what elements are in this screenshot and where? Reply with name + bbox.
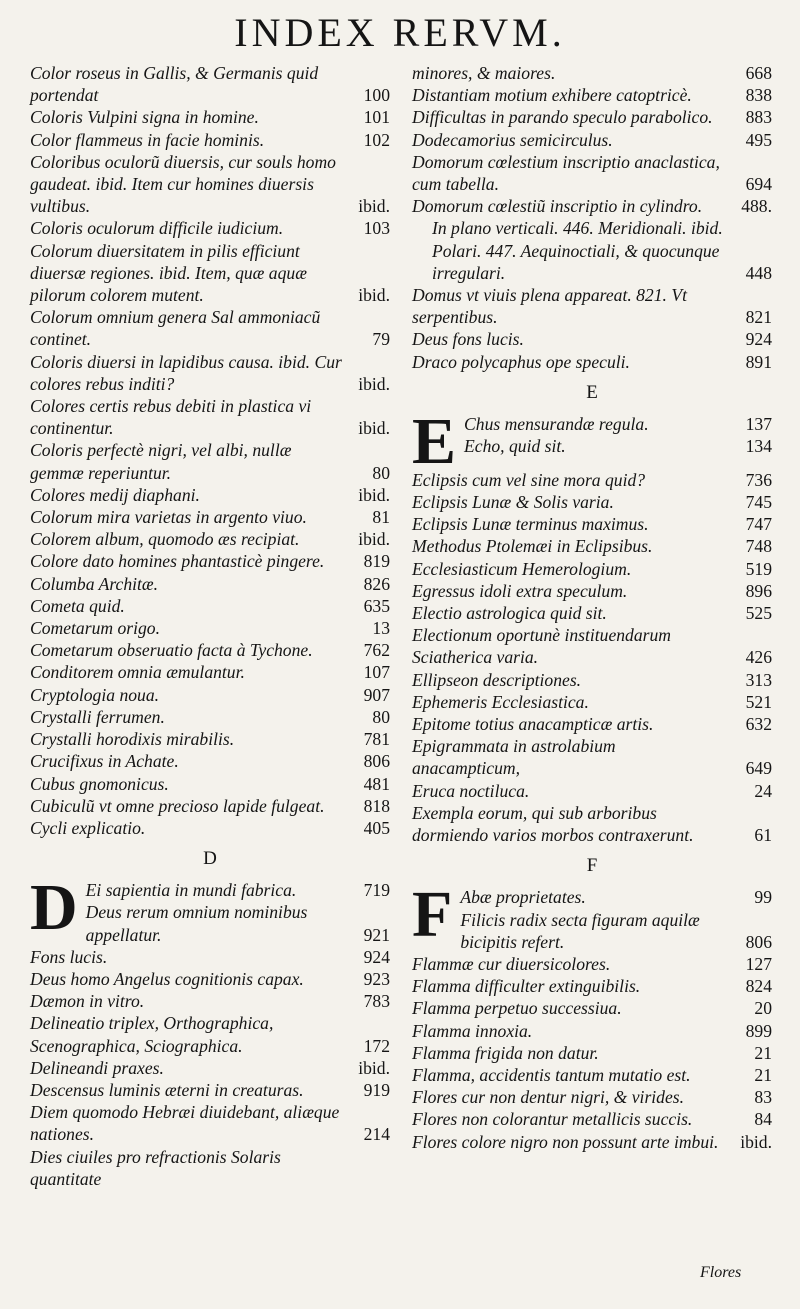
index-entry bbox=[30, 946, 390, 968]
index-entry bbox=[412, 513, 772, 535]
index-entry bbox=[30, 773, 390, 795]
index-entry bbox=[30, 129, 390, 151]
entry-page: 924 bbox=[745, 329, 772, 350]
entry-text: Deus homo Angelus cognitionis capax. bbox=[30, 968, 304, 989]
entry-text: Egressus idoli extra speculum. bbox=[412, 580, 628, 601]
index-entry bbox=[412, 953, 772, 975]
entry-page: 127 bbox=[745, 953, 772, 974]
entry-text: Colore dato homines phantasticè pingere. bbox=[30, 551, 325, 572]
entry-page: 806 bbox=[363, 751, 390, 772]
entry-page: 883 bbox=[745, 107, 772, 128]
entry-text: Conditorem omnia æmulantur. bbox=[30, 662, 245, 683]
index-entry bbox=[412, 106, 772, 128]
entry-page: 525 bbox=[745, 603, 772, 624]
entry-page: 819 bbox=[363, 551, 390, 572]
entry-page: ibid. bbox=[358, 373, 390, 394]
index-entry bbox=[30, 901, 390, 945]
entry-page: ibid. bbox=[358, 484, 390, 505]
entry-text: Crystalli ferrumen. bbox=[30, 706, 165, 727]
right-column bbox=[412, 62, 772, 1153]
entry-page: 20 bbox=[754, 998, 772, 1019]
index-entry bbox=[412, 1042, 772, 1064]
entries-e bbox=[412, 404, 772, 846]
index-entry bbox=[30, 573, 390, 595]
entry-page: 649 bbox=[745, 758, 772, 779]
entry-page: 81 bbox=[372, 507, 390, 528]
entry-page: 896 bbox=[745, 580, 772, 601]
entry-text: Difficultas in parando speculo parabolico. bbox=[412, 107, 713, 128]
entry-text: In plano verticali. 446. Meridionali. ibid. Polari. 447. Aequinoctiali, & quocunque irregulari. bbox=[432, 218, 723, 283]
index-entry bbox=[30, 528, 390, 550]
index-entry bbox=[30, 550, 390, 572]
entry-text: Cometa quid. bbox=[30, 595, 125, 616]
entry-page: 519 bbox=[745, 558, 772, 579]
entry-text: Domorum cœlestiũ inscriptio in cylindro. bbox=[412, 196, 703, 217]
entry-page: 134 bbox=[745, 436, 772, 457]
entry-page: 923 bbox=[363, 968, 390, 989]
entry-page: 84 bbox=[754, 1109, 772, 1130]
entry-page: 426 bbox=[745, 647, 772, 668]
entry-text: Electionum oportunè instituendarum Sciatherica varia. bbox=[412, 625, 671, 668]
entry-page: 80 bbox=[372, 706, 390, 727]
left-column bbox=[30, 62, 390, 1190]
index-entry bbox=[30, 1146, 390, 1190]
entry-page: 99 bbox=[754, 887, 772, 908]
index-entry bbox=[412, 284, 772, 328]
index-entry bbox=[30, 817, 390, 839]
entry-text: Domorum cœlestium inscriptio anaclastica, cum tabella. bbox=[412, 151, 720, 195]
index-entry bbox=[30, 661, 390, 683]
index-entry bbox=[30, 1012, 390, 1056]
entry-text: Coloribus oculorũ diuersis, cur souls homo gaudeat. ibid. Item cur homines diuersis vultibus. bbox=[30, 151, 336, 217]
entry-text: Color flammeus in facie hominis. bbox=[30, 129, 265, 150]
index-entry bbox=[412, 491, 772, 513]
index-entry bbox=[412, 780, 772, 802]
entry-page: 521 bbox=[745, 691, 772, 712]
index-entry bbox=[30, 968, 390, 990]
index-entry bbox=[412, 1108, 772, 1130]
entry-text: Coloris oculorum difficile iudicium. bbox=[30, 218, 284, 239]
entry-text: Coloris perfectè nigri, vel albi, nullæ gemmæ reperiuntur. bbox=[30, 440, 292, 483]
entry-page: 24 bbox=[754, 780, 772, 801]
entry-text: Flores non colorantur metallicis succis. bbox=[412, 1109, 693, 1130]
entry-text: Filicis radix secta figuram aquilæ bicipitis refert. bbox=[460, 909, 700, 952]
entry-text: Colorum diuersitatem in pilis efficiunt diuersæ regiones. ibid. Item, quæ aquæ pilorum colorem mutent. bbox=[30, 240, 307, 306]
entry-text: Eruca noctiluca. bbox=[412, 780, 530, 801]
entry-page: ibid. bbox=[740, 1131, 772, 1152]
entries-d-continued bbox=[412, 62, 772, 373]
index-entry bbox=[412, 435, 772, 457]
entry-text: Cubiculũ vt omne precioso lapide fulgeat. bbox=[30, 795, 325, 816]
entry-text: minores, & maiores. bbox=[412, 63, 556, 83]
entry-text: Fons lucis. bbox=[30, 946, 108, 967]
index-entry bbox=[412, 691, 772, 713]
entry-text: Abæ proprietates. bbox=[460, 887, 586, 908]
entry-text: Ellipseon descriptiones. bbox=[412, 669, 582, 690]
entry-text: Distantiam motium exhibere catoptricè. bbox=[412, 85, 692, 106]
index-entry bbox=[412, 129, 772, 151]
index-entry bbox=[30, 240, 390, 307]
entry-page: 821 bbox=[745, 307, 772, 328]
entry-text: Delineatio triplex, Orthographica, Scenographica, Sciographica. bbox=[30, 1013, 274, 1056]
index-entry bbox=[412, 151, 772, 195]
entry-page: 635 bbox=[363, 595, 390, 616]
index-entry bbox=[30, 484, 390, 506]
entry-page: 102 bbox=[363, 129, 390, 150]
entry-page: 818 bbox=[363, 795, 390, 816]
index-entry bbox=[412, 1064, 772, 1086]
index-entry bbox=[412, 535, 772, 557]
entry-page: 826 bbox=[363, 573, 390, 594]
index-entry bbox=[30, 728, 390, 750]
entry-text: Electio astrologica quid sit. bbox=[412, 603, 607, 624]
entry-page: 919 bbox=[363, 1079, 390, 1100]
entry-text: Colorum mira varietas in argento viuo. bbox=[30, 507, 307, 528]
entry-page: 61 bbox=[754, 825, 772, 846]
index-entry bbox=[412, 624, 772, 668]
index-entry bbox=[30, 439, 390, 483]
entries-d bbox=[30, 871, 390, 1190]
entry-page: 719 bbox=[363, 880, 390, 901]
entry-text: Delineandi praxes. bbox=[30, 1057, 164, 1078]
index-entry bbox=[30, 151, 390, 218]
entry-text: Eclipsis Lunæ & Solis varia. bbox=[412, 492, 614, 513]
entry-page: 806 bbox=[745, 931, 772, 952]
entry-page: 783 bbox=[363, 991, 390, 1012]
entry-page: 838 bbox=[745, 85, 772, 106]
page-title: INDEX RERVM. bbox=[234, 10, 566, 55]
entry-text: Epitome totius anacampticæ artis. bbox=[412, 714, 654, 735]
index-entry bbox=[30, 1101, 390, 1145]
entry-page: 736 bbox=[745, 469, 772, 490]
entry-page: 694 bbox=[745, 174, 772, 195]
index-entry bbox=[30, 351, 390, 395]
entries-f bbox=[412, 878, 772, 1152]
section-e bbox=[412, 404, 772, 846]
entry-page: ibid. bbox=[358, 1057, 390, 1078]
entry-text: Ephemeris Ecclesiastica. bbox=[412, 691, 589, 712]
entry-page: 137 bbox=[745, 413, 772, 434]
entry-text: Eclipsis Lunæ terminus maximus. bbox=[412, 514, 649, 535]
entry-page: 899 bbox=[745, 1020, 772, 1041]
entry-page: 668 bbox=[745, 63, 772, 83]
dropcap-d: D bbox=[30, 871, 78, 945]
entry-text: Flamma innoxia. bbox=[412, 1020, 533, 1041]
section-heading-e: E bbox=[586, 381, 598, 403]
index-entry bbox=[30, 595, 390, 617]
index-entry bbox=[30, 990, 390, 1012]
section-f bbox=[412, 878, 772, 1152]
entry-page: 21 bbox=[754, 1064, 772, 1085]
index-entry bbox=[412, 195, 772, 217]
index-entry bbox=[30, 62, 390, 106]
entry-text: Flammæ cur diuersicolores. bbox=[412, 953, 611, 974]
entry-page: 632 bbox=[745, 714, 772, 735]
entry-text: Echo, quid sit. bbox=[464, 436, 566, 457]
entry-text: Flamma difficulter extinguibilis. bbox=[412, 976, 641, 997]
index-entry bbox=[30, 684, 390, 706]
entry-text: Colorem album, quomodo æs recipiat. bbox=[30, 529, 300, 550]
entry-text: Flores colore nigro non possunt arte imbui. bbox=[412, 1131, 719, 1152]
index-entry bbox=[412, 62, 772, 84]
index-entry bbox=[412, 217, 772, 284]
entry-text: Cryptologia noua. bbox=[30, 684, 160, 705]
entry-text: Coloris Vulpini signa in homine. bbox=[30, 107, 259, 128]
index-entry bbox=[30, 795, 390, 817]
index-entry bbox=[412, 975, 772, 997]
entry-text: Flamma perpetuo successiua. bbox=[412, 998, 622, 1019]
entry-text: Deus fons lucis. bbox=[412, 329, 524, 350]
index-entry bbox=[412, 669, 772, 691]
index-entry bbox=[30, 617, 390, 639]
index-entry bbox=[412, 351, 772, 373]
section-d bbox=[30, 871, 390, 1190]
entry-page: 83 bbox=[754, 1087, 772, 1108]
entry-text: Methodus Ptolemæi in Eclipsibus. bbox=[412, 536, 653, 557]
entry-page: 924 bbox=[363, 946, 390, 967]
entry-text: Colores certis rebus debiti in plastica vi continentur. bbox=[30, 396, 312, 439]
index-entry bbox=[30, 1057, 390, 1079]
index-entry bbox=[412, 713, 772, 735]
entry-page: 891 bbox=[745, 351, 772, 372]
entry-page: 495 bbox=[745, 129, 772, 150]
index-entry bbox=[412, 909, 772, 953]
index-entry bbox=[412, 1086, 772, 1108]
entry-page: 107 bbox=[363, 662, 390, 683]
entry-page: ibid. bbox=[358, 285, 390, 306]
entry-text: Flamma frigida non datur. bbox=[412, 1042, 599, 1063]
entry-text: Dodecamorius semicirculus. bbox=[412, 129, 613, 150]
index-entry bbox=[412, 1131, 772, 1153]
entry-page: 103 bbox=[363, 218, 390, 239]
index-entry bbox=[412, 580, 772, 602]
entry-text: Crystalli horodixis mirabilis. bbox=[30, 729, 235, 750]
entry-page: 481 bbox=[363, 773, 390, 794]
entry-page: 13 bbox=[372, 618, 390, 639]
index-entry bbox=[412, 328, 772, 350]
entry-page: 448 bbox=[745, 262, 772, 283]
entry-page: 762 bbox=[363, 640, 390, 661]
entry-text: Cubus gnomonicus. bbox=[30, 773, 169, 794]
entry-page: ibid. bbox=[358, 196, 390, 217]
entry-text: Deus rerum omnium nominibus appellatur. bbox=[85, 902, 308, 945]
section-heading-f: F bbox=[586, 855, 598, 877]
entry-text: Epigrammata in astrolabium anacampticum, bbox=[412, 736, 616, 779]
entry-text: Eclipsis cum vel sine mora quid? bbox=[412, 469, 646, 490]
dropcap-f: F bbox=[412, 878, 453, 952]
entry-text: Dies ciuiles pro refractionis Solaris quantitate bbox=[30, 1146, 281, 1189]
entry-text: Diem quomodo Hebræi diuidebant, aliæque nationes. bbox=[30, 1102, 340, 1145]
index-entry bbox=[412, 802, 772, 846]
index-entry bbox=[412, 735, 772, 779]
entry-page: 781 bbox=[363, 729, 390, 750]
entry-text: Draco polycaphus ope speculi. bbox=[412, 351, 630, 372]
entry-page: ibid. bbox=[358, 529, 390, 550]
entry-text: Coloris diuersi in lapidibus causa. ibid. Cur colores rebus inditi? bbox=[30, 351, 342, 394]
index-entry bbox=[30, 639, 390, 661]
entry-page: 100 bbox=[363, 85, 390, 106]
entry-text: Cycli explicatio. bbox=[30, 817, 146, 838]
entry-text: Descensus luminis æterni in creaturas. bbox=[30, 1079, 304, 1100]
entry-text: Cometarum obseruatio facta à Tychone. bbox=[30, 640, 313, 661]
index-entry bbox=[412, 997, 772, 1019]
index-entry bbox=[412, 84, 772, 106]
catchword: Flores bbox=[700, 1264, 742, 1281]
entry-page: 80 bbox=[372, 462, 390, 483]
index-entry bbox=[412, 1020, 772, 1042]
index-entry bbox=[412, 558, 772, 580]
entry-text: Crucifixus in Achate. bbox=[30, 751, 179, 772]
entry-page: 172 bbox=[363, 1035, 390, 1056]
index-entry bbox=[30, 395, 390, 439]
entry-page: ibid. bbox=[358, 418, 390, 439]
index-entry bbox=[30, 106, 390, 128]
entry-text: Colores medij diaphani. bbox=[30, 484, 200, 505]
entry-text: Cometarum origo. bbox=[30, 618, 161, 639]
index-entry bbox=[30, 506, 390, 528]
index-entry bbox=[30, 1079, 390, 1101]
dropcap-e: E bbox=[412, 404, 457, 478]
entry-page: 313 bbox=[745, 669, 772, 690]
index-entry bbox=[30, 706, 390, 728]
entry-page: 79 bbox=[372, 329, 390, 350]
entry-page: 745 bbox=[745, 492, 772, 513]
entry-page: 824 bbox=[745, 976, 772, 997]
entry-text: Exempla eorum, qui sub arboribus dormiendo varios morbos contraxerunt. bbox=[412, 802, 694, 846]
index-entry bbox=[412, 602, 772, 624]
entry-page: 907 bbox=[363, 684, 390, 705]
entry-text: Flores cur non dentur nigri, & virides. bbox=[412, 1087, 685, 1108]
entry-text: Flamma, accidentis tantum mutatio est. bbox=[412, 1064, 691, 1085]
entries-c bbox=[30, 62, 390, 839]
index-entry bbox=[30, 217, 390, 239]
entry-page: 747 bbox=[745, 514, 772, 535]
index-entry bbox=[412, 413, 772, 435]
entry-text: Ecclesiasticum Hemerologium. bbox=[412, 558, 632, 579]
index-entry bbox=[30, 750, 390, 772]
index-entry bbox=[30, 306, 390, 350]
entry-text: Colorum omnium genera Sal ammoniacũ continet. bbox=[30, 307, 321, 350]
entry-page: 921 bbox=[363, 924, 390, 945]
entry-text: Color roseus in Gallis, & Germanis quid portendat bbox=[30, 63, 319, 106]
entry-text: Columba Architæ. bbox=[30, 573, 159, 594]
entry-text: Domus vt viuis plena appareat. 821. Vt serpentibus. bbox=[412, 285, 687, 328]
index-entry bbox=[30, 879, 390, 901]
entry-text: Dæmon in vitro. bbox=[30, 991, 145, 1012]
index-entry bbox=[412, 469, 772, 491]
index-entry bbox=[412, 886, 772, 908]
entry-text: Chus mensurandæ regula. bbox=[464, 413, 649, 434]
section-heading-d: D bbox=[203, 848, 217, 870]
entry-page: 405 bbox=[363, 817, 390, 838]
entry-text: Ei sapientia in mundi fabrica. bbox=[85, 880, 297, 901]
entry-page: 748 bbox=[745, 536, 772, 557]
entry-page: 214 bbox=[363, 1124, 390, 1145]
entry-page: 488. bbox=[741, 196, 772, 217]
entry-page: 101 bbox=[363, 107, 390, 128]
entry-page: 21 bbox=[754, 1042, 772, 1063]
